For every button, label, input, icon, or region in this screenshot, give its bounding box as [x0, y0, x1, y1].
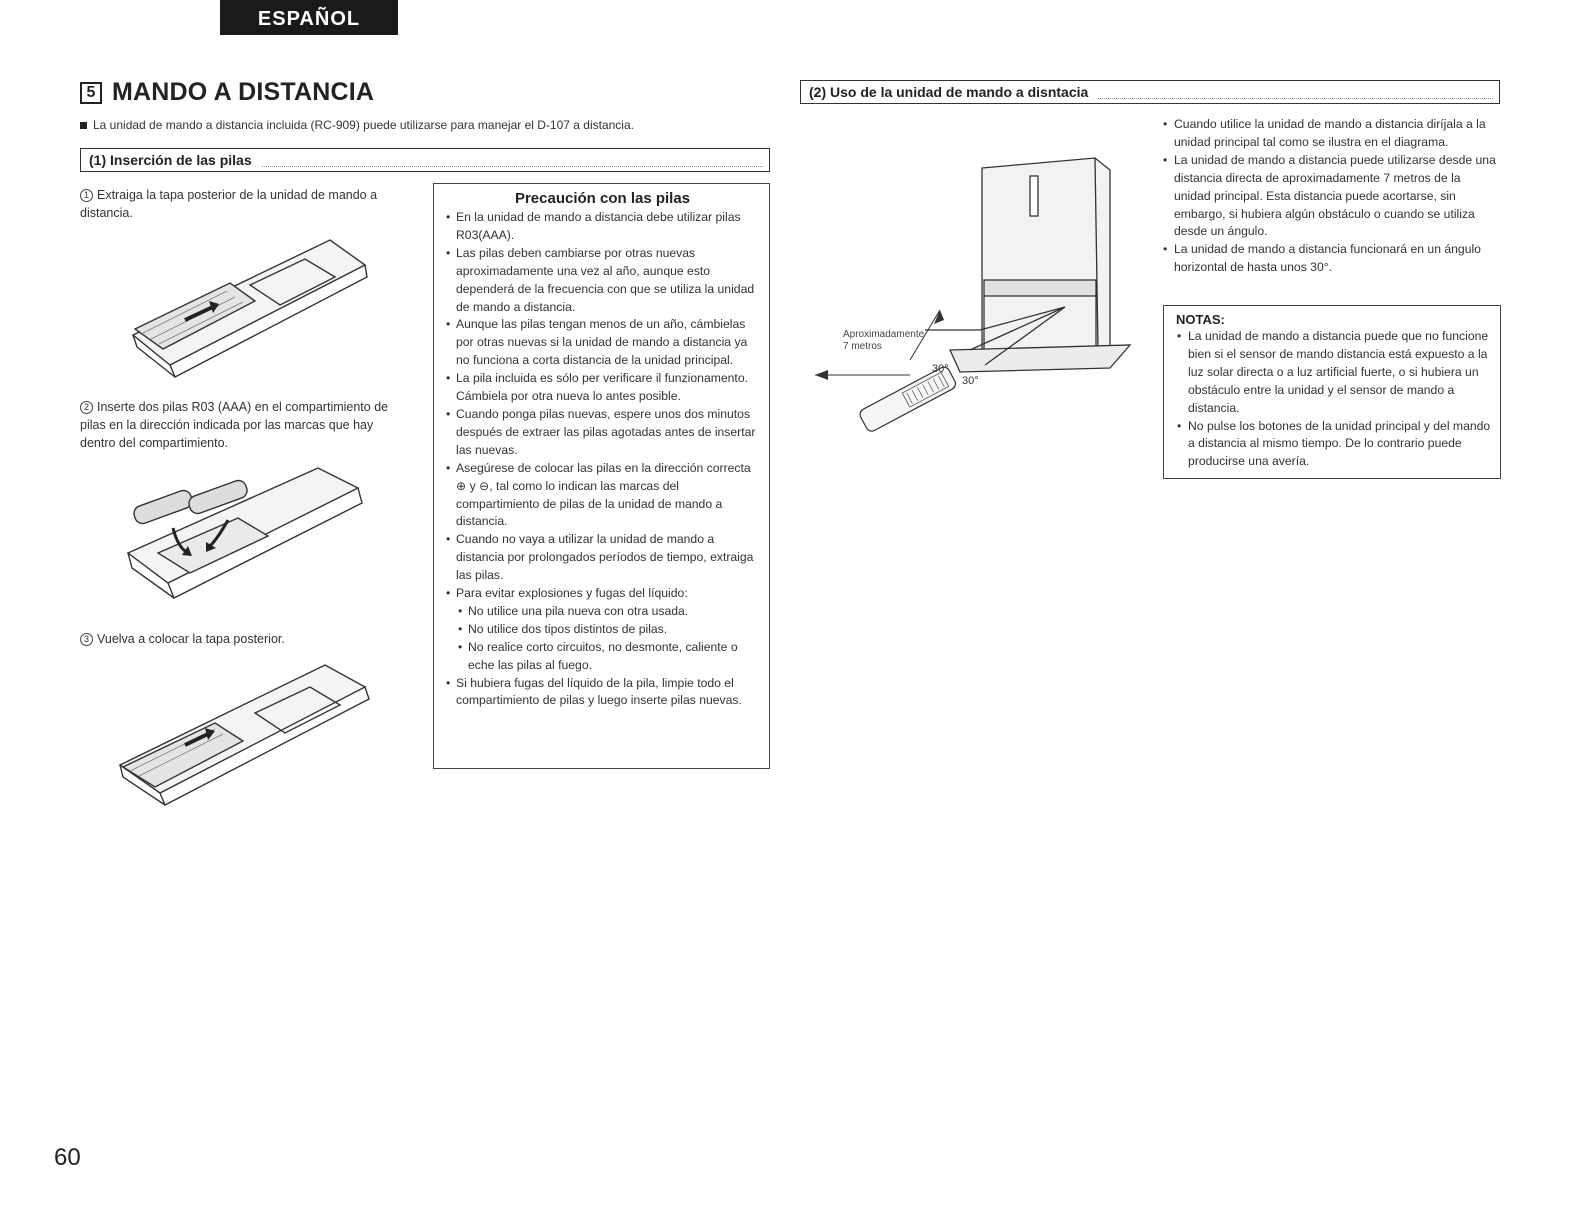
heading-divider: [1098, 85, 1493, 99]
remote-cover-removal-illustration: [115, 225, 375, 385]
list-item: • La unidad de mando a distancia puede utilizarse desde una distancia directa de aproximadamente 7 metros de la unidad principal. Esta distancia puede acortarse, sin embargo, si hubiera algún obstáculo o cuando se utiliza desde un ángulo.: [1162, 152, 1500, 242]
step-text: Extraiga la tapa posterior de la unidad de mando a distancia.: [80, 188, 378, 220]
notes-title: NOTAS:: [1176, 312, 1225, 327]
remote-range-diagram: [810, 150, 1145, 450]
list-item: • Para evitar explosiones y fugas del líquido:: [446, 585, 759, 603]
step-3: [80, 630, 410, 648]
list-item: • Cuando utilice la unidad de mando a distancia diríjala a la unidad principal tal como se ilustra en el diagrama.: [1162, 116, 1500, 152]
step-number: 1: [80, 189, 93, 202]
intro-text: La unidad de mando a distancia incluida (RC-909) puede utilizarse para manejar el D-107 a distancia.: [93, 118, 634, 132]
notes-box: [1163, 305, 1501, 479]
step-1: [80, 186, 410, 222]
list-item: • Asegúrese de colocar las pilas en la dirección correcta ⊕ y ⊖, tal como lo indican las marcas del compartimiento de pilas de la unidad de mando a distancia.: [446, 460, 759, 532]
section-number: 5: [80, 82, 102, 104]
notes-list: [1176, 328, 1492, 471]
distance-label: 7 metros: [843, 341, 882, 352]
step-text: Vuelva a colocar la tapa posterior.: [97, 632, 285, 646]
insertion-heading-text: (1) Inserción de las pilas: [89, 152, 252, 168]
list-subitem: • No realice corto circuitos, no desmonte, caliente o eche las pilas al fuego.: [446, 639, 759, 675]
heading-divider: [262, 153, 763, 167]
usage-list: [1162, 116, 1500, 277]
list-item: • Cuando ponga pilas nuevas, espere unos dos minutos después de extraer las pilas agotadas antes de insertar las nuevas.: [446, 406, 759, 460]
step-number: 3: [80, 633, 93, 646]
distance-label: Aproximadamente: [843, 329, 925, 340]
list-item: • Las pilas deben cambiarse por otras nuevas aproximadamente una vez al año, aunque esto dependerá de la frecuencia con que se utiliza la unidad de mando a distancia.: [446, 245, 759, 317]
list-item: • En la unidad de mando a distancia debe utilizar pilas R03(AAA).: [446, 209, 759, 245]
section-title: [80, 78, 374, 107]
step-2: [80, 398, 410, 452]
usage-heading: [800, 80, 1500, 104]
square-bullet-icon: [80, 122, 87, 129]
list-item: • Aunque las pilas tengan menos de un año, cámbielas por otras nuevas si la unidad de mando a distancia ya no funciona a corta distancia de la unidad principal.: [446, 316, 759, 370]
list-item: • La unidad de mando a distancia funcionará en un ángulo horizontal de hasta unos 30°.: [1162, 241, 1500, 277]
page-title: MANDO A DISTANCIA: [112, 78, 375, 106]
angle-label: 30°: [962, 375, 979, 387]
list-item: • Si hubiera fugas del líquido de la pila, limpie todo el compartimiento de pilas y luego inserte pilas nuevas.: [446, 675, 759, 711]
step-number: 2: [80, 401, 93, 414]
list-subitem: • No utilice una pila nueva con otra usada.: [446, 603, 759, 621]
page-number: 60: [54, 1144, 81, 1171]
list-item: • La unidad de mando a distancia puede que no funcione bien si el sensor de mando distancia está expuesto a la luz solar directa o a luz artificial fuerte, o si hubiera un obstáculo entre la unidad y el sensor de mando a distancia.: [1176, 328, 1492, 418]
caution-list: [446, 209, 759, 710]
list-item: • No pulse los botones de la unidad principal y del mando a distancia al mismo tiempo. De lo contrario puede producirse una avería.: [1176, 418, 1492, 472]
list-item: • La pila incluida es sólo per verificare il funzionamento. Cámbiela por otra nueva lo antes posible.: [446, 370, 759, 406]
list-item: • Cuando no vaya a utilizar la unidad de mando a distancia por prolongados períodos de tiempo, extraiga las pilas.: [446, 531, 759, 585]
language-tab: ESPAÑOL: [220, 0, 398, 35]
list-subitem: • No utilice dos tipos distintos de pilas.: [446, 621, 759, 639]
angle-label: 30°: [932, 363, 949, 375]
cover-replacement-illustration: [115, 655, 380, 810]
caution-title: Precaución con las pilas: [514, 190, 691, 207]
insertion-heading: [80, 148, 770, 172]
step-text: Inserte dos pilas R03 (AAA) en el compartimiento de pilas en la dirección indicada por las marcas que hay dentro del compartimiento.: [80, 400, 389, 450]
usage-heading-text: (2) Uso de la unidad de mando a disntacia: [809, 84, 1089, 100]
battery-caution-box: [433, 183, 770, 769]
intro-paragraph: [80, 118, 634, 132]
battery-insertion-illustration: [118, 458, 373, 618]
